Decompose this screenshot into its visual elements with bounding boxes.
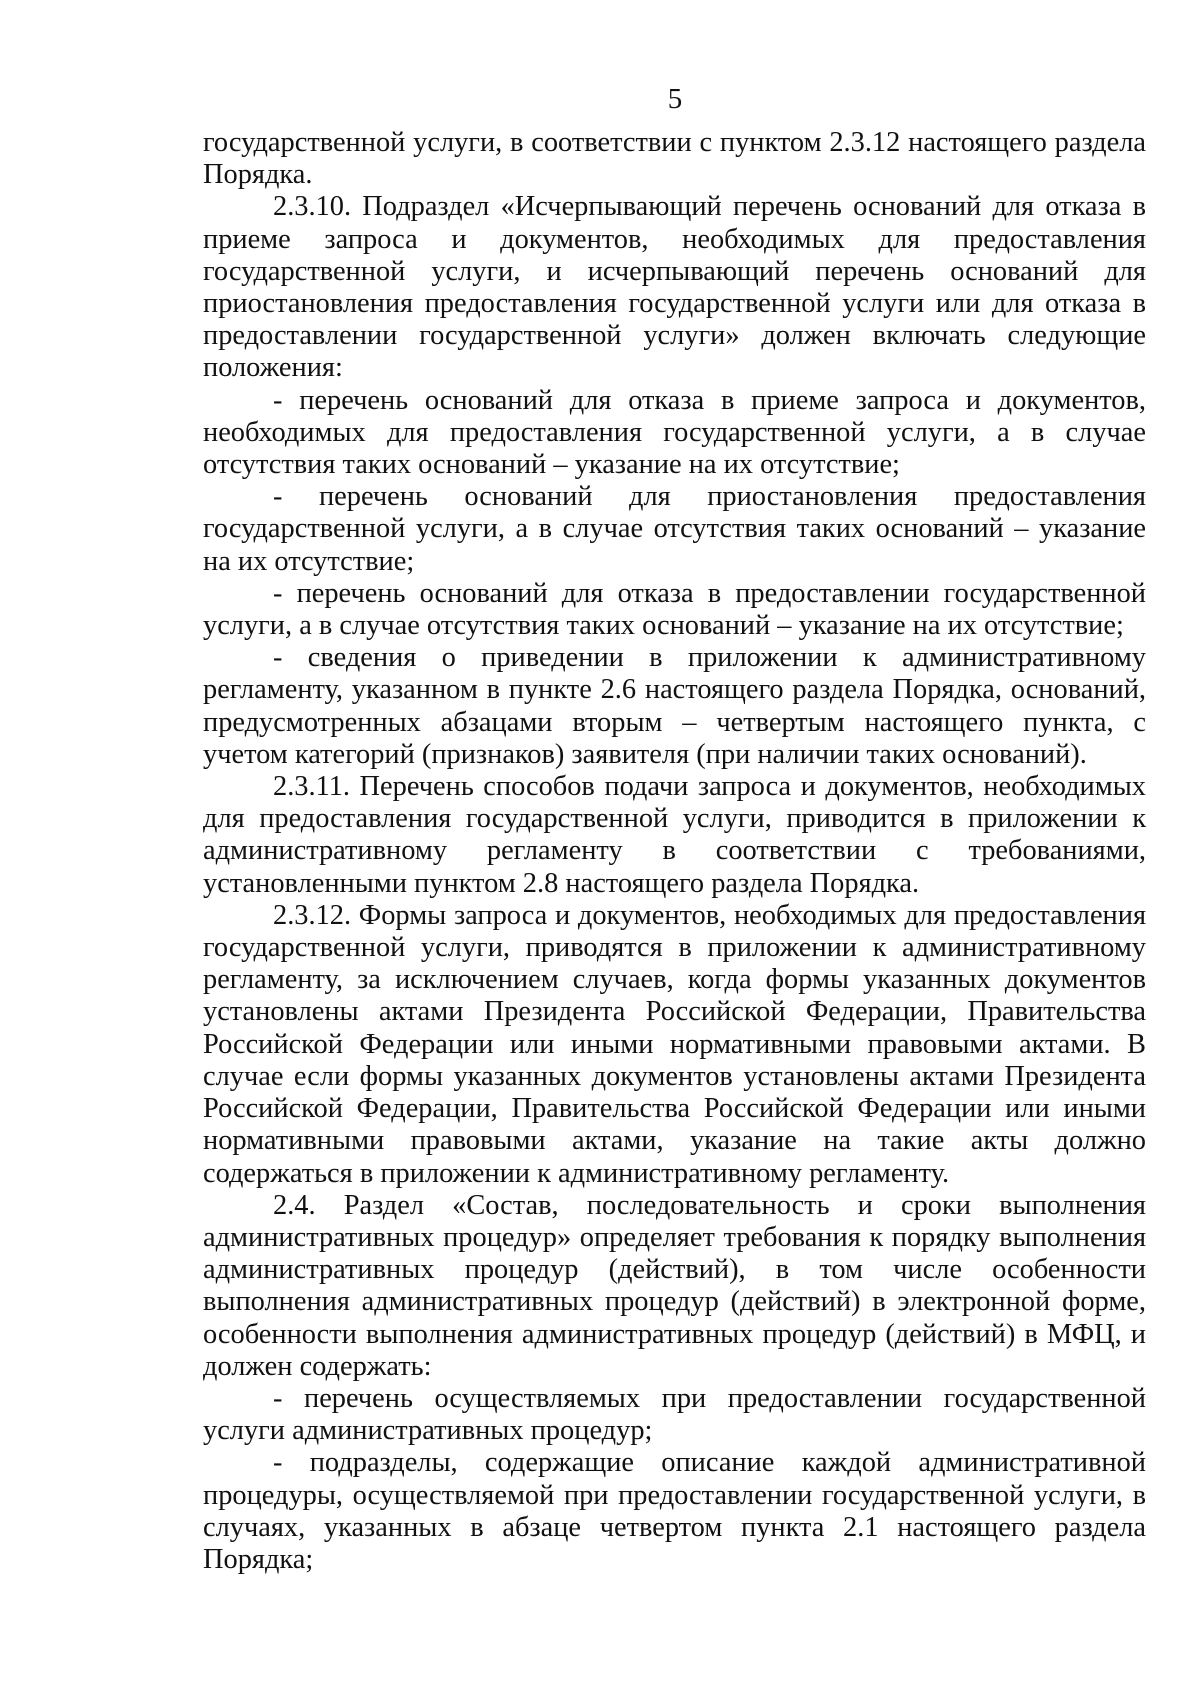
paragraph-2-3-10: 2.3.10. Подраздел «Исчерпывающий перечень оснований для отказа в приеме запроса и документов, необходимых для предоставления государственной услуги, и исчерпывающий перечень оснований для приостановления предоставления государственной услуги или для отказа в предоставлении государственной услуги» должен включать следующие положения: xyxy=(203,191,1146,384)
document-body xyxy=(203,127,1146,1576)
paragraph-continuation: государственной услуги, в соответствии с пунктом 2.3.12 настоящего раздела Порядка. xyxy=(203,127,1146,191)
list-item-subsections: - подразделы, содержащие описание каждой административной процедуры, осуществляемой при предоставлении государственной услуги, в случаях, указанных в абзаце четвертом пункта 2.1 настоящего раздела Порядка; xyxy=(203,1447,1146,1575)
list-item-refusal-acceptance: - перечень оснований для отказа в приеме запроса и документов, необходимых для предоставления государственной услуги, а в случае отсутствия таких оснований – указание на их отсутствие; xyxy=(203,384,1146,481)
list-item-refusal-provision: - перечень оснований для отказа в предоставлении государственной услуги, а в случае отсутствия таких оснований – указание на их отсутствие; xyxy=(203,577,1146,642)
paragraph-2-4: 2.4. Раздел «Состав, последовательность и сроки выполнения административных процедур» определяет требования к порядку выполнения административных процедур (действий), в том числе особенности выполнения административных процедур (действий) в электронной форме, особенности выполнения административных процедур (действий) в МФЦ, и должен содержать: xyxy=(203,1189,1146,1382)
list-item-appendix-info: - сведения о приведении в приложении к административному регламенту, указанном в пункте 2.6 настоящего раздела Порядка, оснований, предусмотренных абзацами вторым – четвертым настоящего пункта, с учетом категорий (признаков) заявителя (при наличии таких оснований). xyxy=(203,642,1146,770)
paragraph-2-3-11: 2.3.11. Перечень способов подачи запроса и документов, необходимых для предоставления государственной услуги, приводится в приложении к административному регламенту в соответствии с требованиями, установленными пунктом 2.8 настоящего раздела Порядка. xyxy=(203,771,1146,899)
paragraph-2-3-12: 2.3.12. Формы запроса и документов, необходимых для предоставления государственной услуги, приводятся в приложении к административному регламенту, за исключением случаев, когда формы указанных документов установлены актами Президента Российской Федерации, Правительства Российской Федерации или иными нормативными правовыми актами. В случае если формы указанных документов установлены актами Президента Российской Федерации, Правительства Российской Федерации или иными нормативными правовыми актами, указание на такие акты должно содержаться в приложении к административному регламенту. xyxy=(203,899,1146,1189)
page-number: 5 xyxy=(667,83,683,115)
list-item-suspension: - перечень оснований для приостановления предоставления государственной услуги, а в случае отсутствия таких оснований – указание на их отсутствие; xyxy=(203,481,1146,577)
list-item-procedures: - перечень осуществляемых при предоставлении государственной услуги административных процедур; xyxy=(203,1382,1146,1447)
